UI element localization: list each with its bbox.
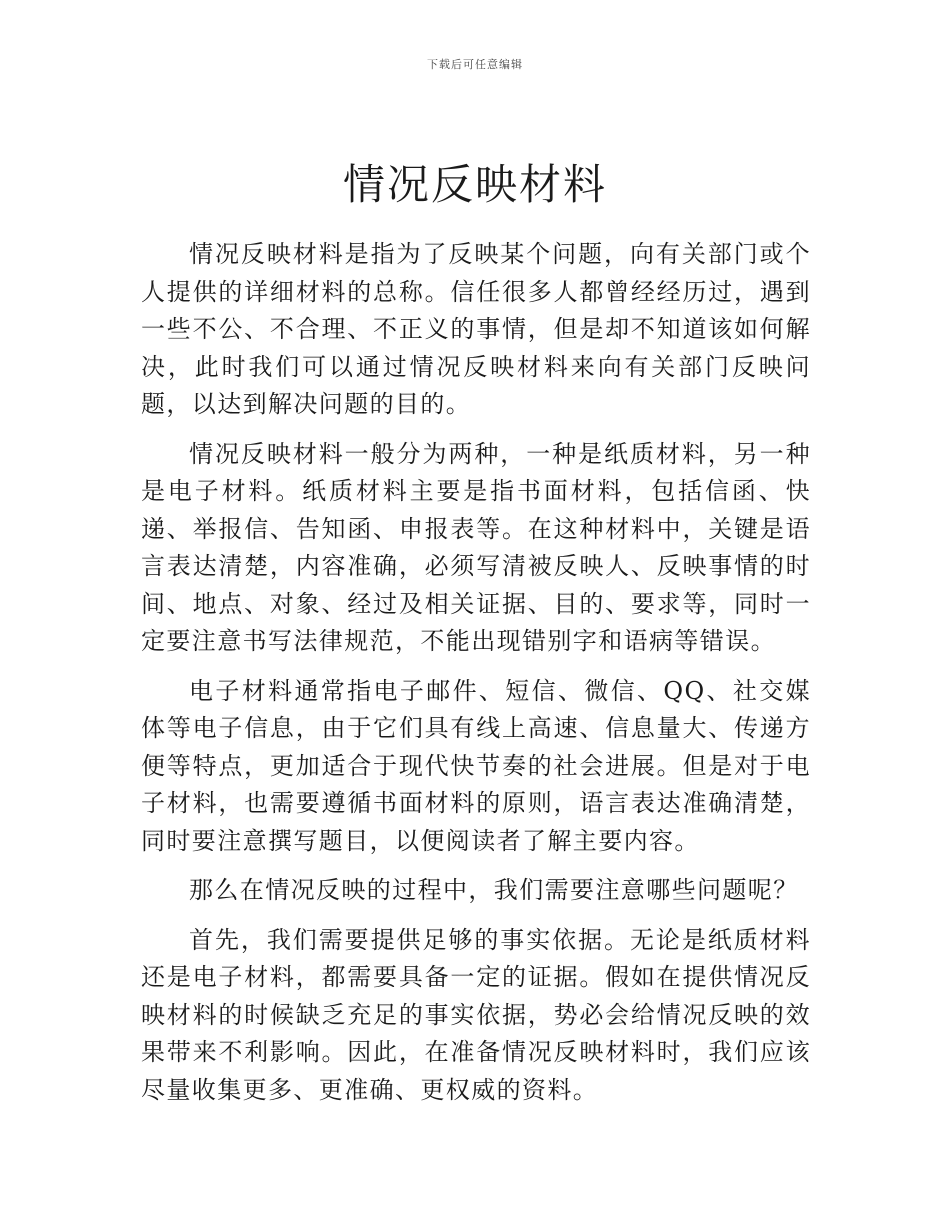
document-body	[141, 236, 811, 1121]
paragraph-3: 电子材料通常指电子邮件、短信、微信、QQ、社交媒体等电子信息，由于它们具有线上高速、信息量大、传递方便等特点，更加适合于现代快节奏的社会进展。但是对于电子材料，也需要遵循书面材料的原则，语言表达准确清楚，同时要注意撰写题目，以便阅读者了解主要内容。	[141, 676, 811, 855]
document-title: 情况反映材料	[342, 160, 607, 209]
paragraph-2: 情况反映材料一般分为两种，一种是纸质材料，另一种是电子材料。纸质材料主要是指书面材料，包括信函、快递、举报信、告知函、申报表等。在这种材料中，关键是语言表达清楚，内容准确，必须写清被反映人、反映事情的时间、地点、对象、经过及相关证据、目的、要求等，同时一定要注意书写法律规范，不能出现错别字和语病等错误。	[141, 439, 811, 655]
header-note: 下载后可任意编辑	[427, 58, 523, 71]
paragraph-1: 情况反映材料是指为了反映某个问题，向有关部门或个人提供的详细材料的总称。信任很多人都曾经经历过，遇到一些不公、不合理、不正义的事情，但是却不知道该如何解决，此时我们可以通过情况反映材料来向有关部门反映问题，以达到解决问题的目的。	[141, 240, 811, 418]
paragraph-5: 首先，我们需要提供足够的事实依据。无论是纸质材料还是电子材料，都需要具备一定的证据。假如在提供情况反映材料的时候缺乏充足的事实依据，势必会给情况反映的效果带来不利影响。因此，在准备情况反映材料时，我们应该尽量收集更多、更准确、更权威的资料。	[141, 925, 811, 1104]
paragraph-4: 那么在情况反映的过程中，我们需要注意哪些问题呢？	[189, 876, 799, 904]
